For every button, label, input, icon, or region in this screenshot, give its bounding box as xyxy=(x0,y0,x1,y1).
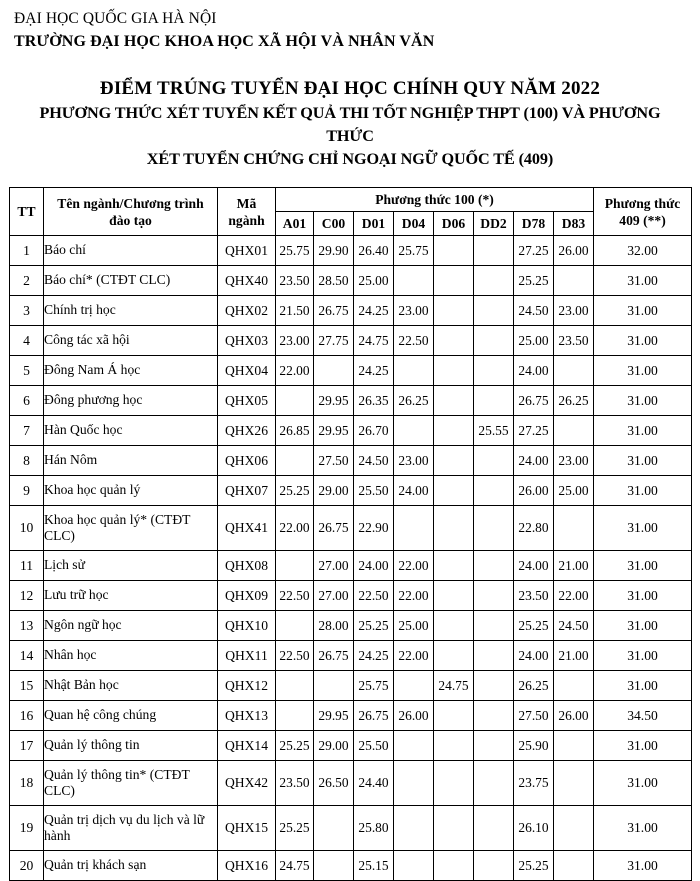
score-a01 xyxy=(276,386,314,416)
score-d78: 26.75 xyxy=(514,386,554,416)
table-header-row-1 xyxy=(10,188,692,212)
table-row xyxy=(10,386,692,416)
row-index: 5 xyxy=(10,356,44,386)
program-code: QHX03 xyxy=(218,326,276,356)
program-code: QHX15 xyxy=(218,806,276,851)
score-d78: 25.25 xyxy=(514,851,554,881)
score-d04 xyxy=(394,671,434,701)
table-row xyxy=(10,671,692,701)
score-d83: 25.00 xyxy=(554,476,594,506)
score-d04: 24.00 xyxy=(394,476,434,506)
header-subject-d04: D04 xyxy=(394,212,434,236)
table-row xyxy=(10,296,692,326)
score-d78: 27.25 xyxy=(514,416,554,446)
program-name: Báo chí xyxy=(44,236,218,266)
score-d01: 25.50 xyxy=(354,731,394,761)
score-a01: 23.50 xyxy=(276,266,314,296)
row-index: 16 xyxy=(10,701,44,731)
score-dd2 xyxy=(474,551,514,581)
table-row xyxy=(10,236,692,266)
scores-table-container xyxy=(0,187,700,881)
score-method-409: 31.00 xyxy=(594,581,692,611)
score-dd2 xyxy=(474,326,514,356)
score-d04: 23.00 xyxy=(394,446,434,476)
score-d06 xyxy=(434,761,474,806)
score-c00 xyxy=(314,671,354,701)
score-d01: 24.00 xyxy=(354,551,394,581)
score-d06 xyxy=(434,701,474,731)
score-a01 xyxy=(276,671,314,701)
score-d04: 26.00 xyxy=(394,701,434,731)
score-d06 xyxy=(434,551,474,581)
score-c00: 27.50 xyxy=(314,446,354,476)
program-name: Công tác xã hội xyxy=(44,326,218,356)
table-row xyxy=(10,446,692,476)
program-name: Khoa học quản lý xyxy=(44,476,218,506)
program-code: QHX26 xyxy=(218,416,276,446)
score-d78: 26.25 xyxy=(514,671,554,701)
table-header xyxy=(10,188,692,236)
score-d04 xyxy=(394,761,434,806)
program-name: Đông Nam Á học xyxy=(44,356,218,386)
score-dd2 xyxy=(474,641,514,671)
row-index: 2 xyxy=(10,266,44,296)
row-index: 1 xyxy=(10,236,44,266)
score-d06 xyxy=(434,296,474,326)
score-d83 xyxy=(554,266,594,296)
score-method-409: 31.00 xyxy=(594,551,692,581)
score-d01: 25.00 xyxy=(354,266,394,296)
table-row xyxy=(10,806,692,851)
score-d78: 24.00 xyxy=(514,356,554,386)
table-row xyxy=(10,506,692,551)
document-subtitle-line-2: XÉT TUYỂN CHỨNG CHỈ NGOẠI NGỮ QUỐC TẾ (409) xyxy=(146,150,554,168)
score-a01 xyxy=(276,701,314,731)
score-d83: 26.25 xyxy=(554,386,594,416)
score-d78: 24.00 xyxy=(514,551,554,581)
score-d04: 23.00 xyxy=(394,296,434,326)
score-d01: 22.90 xyxy=(354,506,394,551)
document-title xyxy=(0,76,700,171)
score-d06 xyxy=(434,356,474,386)
score-d78: 25.90 xyxy=(514,731,554,761)
program-name: Lịch sử xyxy=(44,551,218,581)
header-method-409: Phương thức 409 (**) xyxy=(594,188,692,236)
score-method-409: 31.00 xyxy=(594,416,692,446)
score-method-409: 31.00 xyxy=(594,806,692,851)
table-row xyxy=(10,731,692,761)
table-row xyxy=(10,641,692,671)
score-a01 xyxy=(276,611,314,641)
header-subject-dd2: DD2 xyxy=(474,212,514,236)
header-subject-d01: D01 xyxy=(354,212,394,236)
table-row xyxy=(10,476,692,506)
program-name: Quản lý thông tin xyxy=(44,731,218,761)
score-dd2 xyxy=(474,476,514,506)
score-method-409: 32.00 xyxy=(594,236,692,266)
score-dd2: 25.55 xyxy=(474,416,514,446)
score-d04: 25.00 xyxy=(394,611,434,641)
header-subject-c00: C00 xyxy=(314,212,354,236)
score-c00 xyxy=(314,806,354,851)
header-subject-a01: A01 xyxy=(276,212,314,236)
score-dd2 xyxy=(474,806,514,851)
program-name: Chính trị học xyxy=(44,296,218,326)
score-d78: 24.00 xyxy=(514,446,554,476)
document-title-main: ĐIỂM TRÚNG TUYỂN ĐẠI HỌC CHÍNH QUY NĂM 2022 xyxy=(99,78,601,99)
score-c00: 26.75 xyxy=(314,506,354,551)
letterhead xyxy=(0,0,700,54)
score-d83: 21.00 xyxy=(554,641,594,671)
score-d78: 23.75 xyxy=(514,761,554,806)
row-index: 18 xyxy=(10,761,44,806)
admission-scores-table xyxy=(9,187,692,881)
document-subtitle-line-1: PHƯƠNG THỨC XÉT TUYỂN KẾT QUẢ THI TỐT NGHIỆP THPT (100) VÀ PHƯƠNG THỨC xyxy=(39,104,661,145)
score-d83: 26.00 xyxy=(554,701,594,731)
score-method-409: 31.00 xyxy=(594,296,692,326)
score-d06: 24.75 xyxy=(434,671,474,701)
row-index: 14 xyxy=(10,641,44,671)
score-method-409: 31.00 xyxy=(594,506,692,551)
score-a01: 23.50 xyxy=(276,761,314,806)
score-dd2 xyxy=(474,446,514,476)
program-name: Quản trị khách sạn xyxy=(44,851,218,881)
header-subject-d06: D06 xyxy=(434,212,474,236)
score-a01: 26.85 xyxy=(276,416,314,446)
row-index: 6 xyxy=(10,386,44,416)
table-body xyxy=(10,236,692,881)
score-d01: 24.25 xyxy=(354,296,394,326)
score-a01: 24.75 xyxy=(276,851,314,881)
row-index: 20 xyxy=(10,851,44,881)
table-row xyxy=(10,416,692,446)
score-d01: 24.25 xyxy=(354,641,394,671)
program-code: QHX10 xyxy=(218,611,276,641)
score-d04 xyxy=(394,506,434,551)
row-index: 10 xyxy=(10,506,44,551)
score-dd2 xyxy=(474,506,514,551)
header-tt: TT xyxy=(10,188,44,236)
score-a01: 25.25 xyxy=(276,476,314,506)
score-c00: 27.00 xyxy=(314,581,354,611)
header-method-100: Phương thức 100 (*) xyxy=(276,188,594,212)
score-d06 xyxy=(434,581,474,611)
score-d04: 26.25 xyxy=(394,386,434,416)
score-d06 xyxy=(434,446,474,476)
score-a01 xyxy=(276,446,314,476)
table-row xyxy=(10,581,692,611)
score-c00: 27.75 xyxy=(314,326,354,356)
program-code: QHX08 xyxy=(218,551,276,581)
score-d04 xyxy=(394,731,434,761)
score-c00: 28.00 xyxy=(314,611,354,641)
row-index: 7 xyxy=(10,416,44,446)
row-index: 9 xyxy=(10,476,44,506)
table-row xyxy=(10,551,692,581)
score-a01: 25.25 xyxy=(276,806,314,851)
score-d04: 22.00 xyxy=(394,641,434,671)
score-method-409: 31.00 xyxy=(594,326,692,356)
program-name: Hàn Quốc học xyxy=(44,416,218,446)
score-d78: 24.50 xyxy=(514,296,554,326)
score-dd2 xyxy=(474,671,514,701)
score-c00: 29.00 xyxy=(314,476,354,506)
program-name: Khoa học quản lý* (CTĐT CLC) xyxy=(44,506,218,551)
score-d01: 24.25 xyxy=(354,356,394,386)
table-row xyxy=(10,266,692,296)
score-d78: 25.25 xyxy=(514,266,554,296)
program-code: QHX42 xyxy=(218,761,276,806)
score-d83: 21.00 xyxy=(554,551,594,581)
row-index: 3 xyxy=(10,296,44,326)
row-index: 12 xyxy=(10,581,44,611)
score-dd2 xyxy=(474,296,514,326)
score-d06 xyxy=(434,266,474,296)
score-d04 xyxy=(394,356,434,386)
score-d04: 25.75 xyxy=(394,236,434,266)
score-method-409: 31.00 xyxy=(594,266,692,296)
score-d83 xyxy=(554,506,594,551)
score-d06 xyxy=(434,236,474,266)
row-index: 4 xyxy=(10,326,44,356)
score-method-409: 31.00 xyxy=(594,731,692,761)
score-d06 xyxy=(434,641,474,671)
score-a01: 25.25 xyxy=(276,731,314,761)
table-row xyxy=(10,326,692,356)
score-c00 xyxy=(314,356,354,386)
score-d78: 27.25 xyxy=(514,236,554,266)
program-name: Nhật Bản học xyxy=(44,671,218,701)
program-name: Hán Nôm xyxy=(44,446,218,476)
score-d83 xyxy=(554,851,594,881)
row-index: 8 xyxy=(10,446,44,476)
score-c00: 28.50 xyxy=(314,266,354,296)
program-name: Nhân học xyxy=(44,641,218,671)
score-d01: 25.25 xyxy=(354,611,394,641)
score-d78: 26.10 xyxy=(514,806,554,851)
score-c00: 29.95 xyxy=(314,701,354,731)
score-dd2 xyxy=(474,761,514,806)
score-d01: 26.40 xyxy=(354,236,394,266)
score-dd2 xyxy=(474,731,514,761)
row-index: 19 xyxy=(10,806,44,851)
score-dd2 xyxy=(474,611,514,641)
score-d83 xyxy=(554,416,594,446)
score-d83 xyxy=(554,731,594,761)
score-method-409: 31.00 xyxy=(594,761,692,806)
score-d83 xyxy=(554,761,594,806)
program-code: QHX09 xyxy=(218,581,276,611)
header-subject-d78: D78 xyxy=(514,212,554,236)
program-code: QHX07 xyxy=(218,476,276,506)
table-row xyxy=(10,611,692,641)
program-code: QHX06 xyxy=(218,446,276,476)
score-c00: 27.00 xyxy=(314,551,354,581)
score-method-409: 31.00 xyxy=(594,356,692,386)
score-d06 xyxy=(434,476,474,506)
program-name: Ngôn ngữ học xyxy=(44,611,218,641)
university-system-name: ĐẠI HỌC QUỐC GIA HÀ NỘI xyxy=(14,10,217,27)
score-d83: 24.50 xyxy=(554,611,594,641)
program-code: QHX40 xyxy=(218,266,276,296)
score-d06 xyxy=(434,731,474,761)
score-dd2 xyxy=(474,851,514,881)
score-d01: 25.50 xyxy=(354,476,394,506)
score-d78: 23.50 xyxy=(514,581,554,611)
program-code: QHX02 xyxy=(218,296,276,326)
score-dd2 xyxy=(474,581,514,611)
score-a01 xyxy=(276,551,314,581)
score-method-409: 31.00 xyxy=(594,851,692,881)
score-method-409: 31.00 xyxy=(594,386,692,416)
score-d06 xyxy=(434,386,474,416)
score-d01: 26.70 xyxy=(354,416,394,446)
row-index: 11 xyxy=(10,551,44,581)
row-index: 13 xyxy=(10,611,44,641)
score-d78: 24.00 xyxy=(514,641,554,671)
program-name: Quản lý thông tin* (CTĐT CLC) xyxy=(44,761,218,806)
score-dd2 xyxy=(474,236,514,266)
score-d01: 24.50 xyxy=(354,446,394,476)
score-d04 xyxy=(394,416,434,446)
program-code: QHX13 xyxy=(218,701,276,731)
score-a01: 22.00 xyxy=(276,356,314,386)
program-name: Lưu trữ học xyxy=(44,581,218,611)
score-d04 xyxy=(394,806,434,851)
score-c00: 26.75 xyxy=(314,641,354,671)
score-d01: 22.50 xyxy=(354,581,394,611)
score-d83: 26.00 xyxy=(554,236,594,266)
score-c00: 26.75 xyxy=(314,296,354,326)
table-row xyxy=(10,701,692,731)
score-d83 xyxy=(554,356,594,386)
score-method-409: 31.00 xyxy=(594,611,692,641)
score-d06 xyxy=(434,611,474,641)
score-dd2 xyxy=(474,386,514,416)
program-name: Quản trị dịch vụ du lịch và lữ hành xyxy=(44,806,218,851)
score-c00: 29.95 xyxy=(314,386,354,416)
program-code: QHX41 xyxy=(218,506,276,551)
score-a01: 22.50 xyxy=(276,641,314,671)
score-a01: 23.00 xyxy=(276,326,314,356)
program-code: QHX05 xyxy=(218,386,276,416)
score-d04: 22.00 xyxy=(394,581,434,611)
score-c00: 29.90 xyxy=(314,236,354,266)
score-c00: 29.00 xyxy=(314,731,354,761)
score-d01: 25.15 xyxy=(354,851,394,881)
table-row xyxy=(10,356,692,386)
program-code: QHX14 xyxy=(218,731,276,761)
score-d78: 22.80 xyxy=(514,506,554,551)
score-method-409: 34.50 xyxy=(594,701,692,731)
program-code: QHX11 xyxy=(218,641,276,671)
score-d78: 26.00 xyxy=(514,476,554,506)
program-code: QHX01 xyxy=(218,236,276,266)
score-d01: 26.35 xyxy=(354,386,394,416)
row-index: 15 xyxy=(10,671,44,701)
score-d06 xyxy=(434,326,474,356)
header-subject-d83: D83 xyxy=(554,212,594,236)
score-d01: 25.75 xyxy=(354,671,394,701)
score-c00 xyxy=(314,851,354,881)
row-index: 17 xyxy=(10,731,44,761)
score-a01: 21.50 xyxy=(276,296,314,326)
score-dd2 xyxy=(474,266,514,296)
header-program-name: Tên ngành/Chương trình đào tạo xyxy=(44,188,218,236)
score-d83: 23.00 xyxy=(554,446,594,476)
score-d04: 22.50 xyxy=(394,326,434,356)
table-row xyxy=(10,761,692,806)
program-name: Báo chí* (CTĐT CLC) xyxy=(44,266,218,296)
score-method-409: 31.00 xyxy=(594,446,692,476)
score-d83: 23.00 xyxy=(554,296,594,326)
score-a01: 22.00 xyxy=(276,506,314,551)
score-dd2 xyxy=(474,701,514,731)
score-a01: 25.75 xyxy=(276,236,314,266)
score-d04 xyxy=(394,851,434,881)
score-d01: 26.75 xyxy=(354,701,394,731)
university-name: TRƯỜNG ĐẠI HỌC KHOA HỌC XÃ HỘI VÀ NHÂN VĂN xyxy=(14,33,435,50)
score-a01: 22.50 xyxy=(276,581,314,611)
score-d01: 24.40 xyxy=(354,761,394,806)
score-d06 xyxy=(434,506,474,551)
score-c00: 26.50 xyxy=(314,761,354,806)
score-d04: 22.00 xyxy=(394,551,434,581)
score-d06 xyxy=(434,416,474,446)
score-d78: 25.25 xyxy=(514,611,554,641)
program-code: QHX12 xyxy=(218,671,276,701)
score-c00: 29.95 xyxy=(314,416,354,446)
score-d83: 22.00 xyxy=(554,581,594,611)
score-d06 xyxy=(434,806,474,851)
score-method-409: 31.00 xyxy=(594,671,692,701)
program-name: Quan hệ công chúng xyxy=(44,701,218,731)
header-program-code: Mã ngành xyxy=(218,188,276,236)
score-d78: 25.00 xyxy=(514,326,554,356)
score-method-409: 31.00 xyxy=(594,476,692,506)
program-code: QHX04 xyxy=(218,356,276,386)
program-name: Đông phương học xyxy=(44,386,218,416)
program-code: QHX16 xyxy=(218,851,276,881)
score-method-409: 31.00 xyxy=(594,641,692,671)
score-d04 xyxy=(394,266,434,296)
table-row xyxy=(10,851,692,881)
score-d83 xyxy=(554,671,594,701)
score-dd2 xyxy=(474,356,514,386)
score-d83: 23.50 xyxy=(554,326,594,356)
score-d01: 25.80 xyxy=(354,806,394,851)
score-d83 xyxy=(554,806,594,851)
score-d78: 27.50 xyxy=(514,701,554,731)
score-d01: 24.75 xyxy=(354,326,394,356)
score-d06 xyxy=(434,851,474,881)
